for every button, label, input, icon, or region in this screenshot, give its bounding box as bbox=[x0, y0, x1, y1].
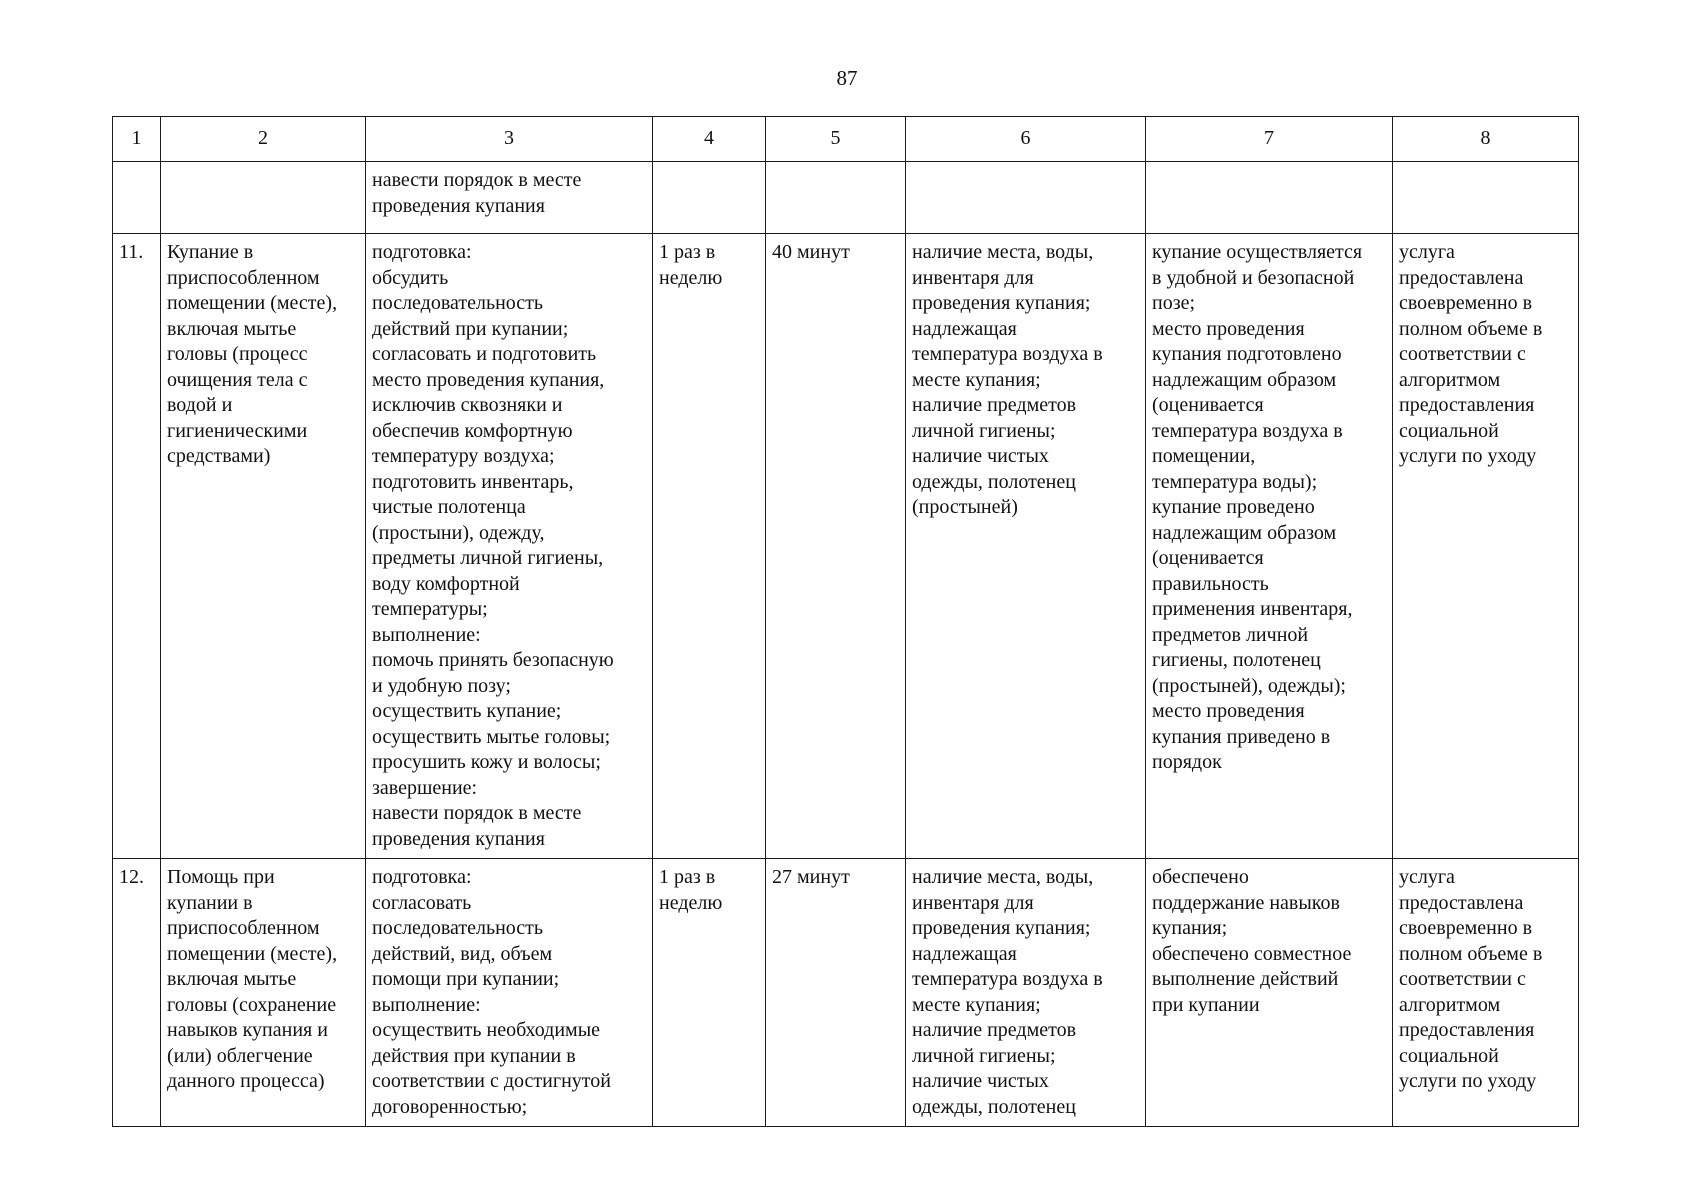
row-number-cell: 12. bbox=[113, 859, 161, 1127]
cont-quality-cell bbox=[1393, 162, 1579, 234]
quality-cell: услуга предоставлена своевременно в полном объеме в соответствии с алгоритмом предоставления социальной услуги по уходу bbox=[1393, 234, 1579, 859]
duration-cell: 40 минут bbox=[766, 234, 906, 859]
header-col-4: 4 bbox=[653, 117, 766, 162]
duration-cell: 27 минут bbox=[766, 859, 906, 1127]
cont-periodicity-cell bbox=[653, 162, 766, 234]
service-content-cell: подготовка: согласовать последовательность действий, вид, объем помощи при купании; выполнение: осуществить необходимые действия при купании в соответствии с достигнутой договоренностью; bbox=[366, 859, 653, 1127]
cont-conditions-cell bbox=[906, 162, 1146, 234]
cont-name-cell bbox=[161, 162, 366, 234]
service-name-cell: Помощь при купании в приспособленном помещении (месте), включая мытье головы (сохранение навыков купания и (или) облегчение данного процесса) bbox=[161, 859, 366, 1127]
cont-result-cell bbox=[1146, 162, 1393, 234]
table-row bbox=[113, 859, 1579, 1127]
result-cell: обеспечено поддержание навыков купания; обеспечено совместное выполнение действий при купании bbox=[1146, 859, 1393, 1127]
header-col-2: 2 bbox=[161, 117, 366, 162]
service-name-cell: Купание в приспособленном помещении (месте), включая мытье головы (процесс очищения тела с водой и гигиеническими средствами) bbox=[161, 234, 366, 859]
header-col-1: 1 bbox=[113, 117, 161, 162]
table-row bbox=[113, 234, 1579, 859]
periodicity-cell: 1 раз в неделю bbox=[653, 859, 766, 1127]
header-col-3: 3 bbox=[366, 117, 653, 162]
cont-number-cell bbox=[113, 162, 161, 234]
conditions-cell: наличие места, воды, инвентаря для проведения купания; надлежащая температура воздуха в месте купания; наличие предметов личной гигиены; наличие чистых одежды, полотенец bbox=[906, 859, 1146, 1127]
header-col-5: 5 bbox=[766, 117, 906, 162]
continuation-row bbox=[113, 162, 1579, 234]
cont-content-cell: навести порядок в месте проведения купания bbox=[366, 162, 653, 234]
cont-duration-cell bbox=[766, 162, 906, 234]
quality-cell: услуга предоставлена своевременно в полном объеме в соответствии с алгоритмом предоставления социальной услуги по уходу bbox=[1393, 859, 1579, 1127]
result-cell: купание осуществляется в удобной и безопасной позе; место проведения купания подготовлено надлежащим образом (оценивается температура воздуха в помещении, температура воды); купание проведено надлежащим образом (оценивается правильность применения инвентаря, предметов личной гигиены, полотенец (простыней), одежды); место проведения купания приведено в порядок bbox=[1146, 234, 1393, 859]
conditions-cell: наличие места, воды, инвентаря для проведения купания; надлежащая температура воздуха в месте купания; наличие предметов личной гигиены; наличие чистых одежды, полотенец (простыней) bbox=[906, 234, 1146, 859]
header-col-8: 8 bbox=[1393, 117, 1579, 162]
header-col-6: 6 bbox=[906, 117, 1146, 162]
services-table bbox=[112, 116, 1579, 1127]
periodicity-cell: 1 раз в неделю bbox=[653, 234, 766, 859]
header-row bbox=[113, 117, 1579, 162]
row-number-cell: 11. bbox=[113, 234, 161, 859]
header-col-7: 7 bbox=[1146, 117, 1393, 162]
page-number: 87 bbox=[836, 66, 858, 90]
service-content-cell: подготовка: обсудить последовательность действий при купании; согласовать и подготовить место проведения купания, исключив сквозняки и обеспечив комфортную температуру воздуха; подготовить инвентарь, чистые полотенца (простыни), одежду, предметы личной гигиены, воду комфортной температуры; выполнение: помочь принять безопасную и удобную позу; осуществить купание; осуществить мытье головы; просушить кожу и волосы; завершение: навести порядок в месте проведения купания bbox=[366, 234, 653, 859]
